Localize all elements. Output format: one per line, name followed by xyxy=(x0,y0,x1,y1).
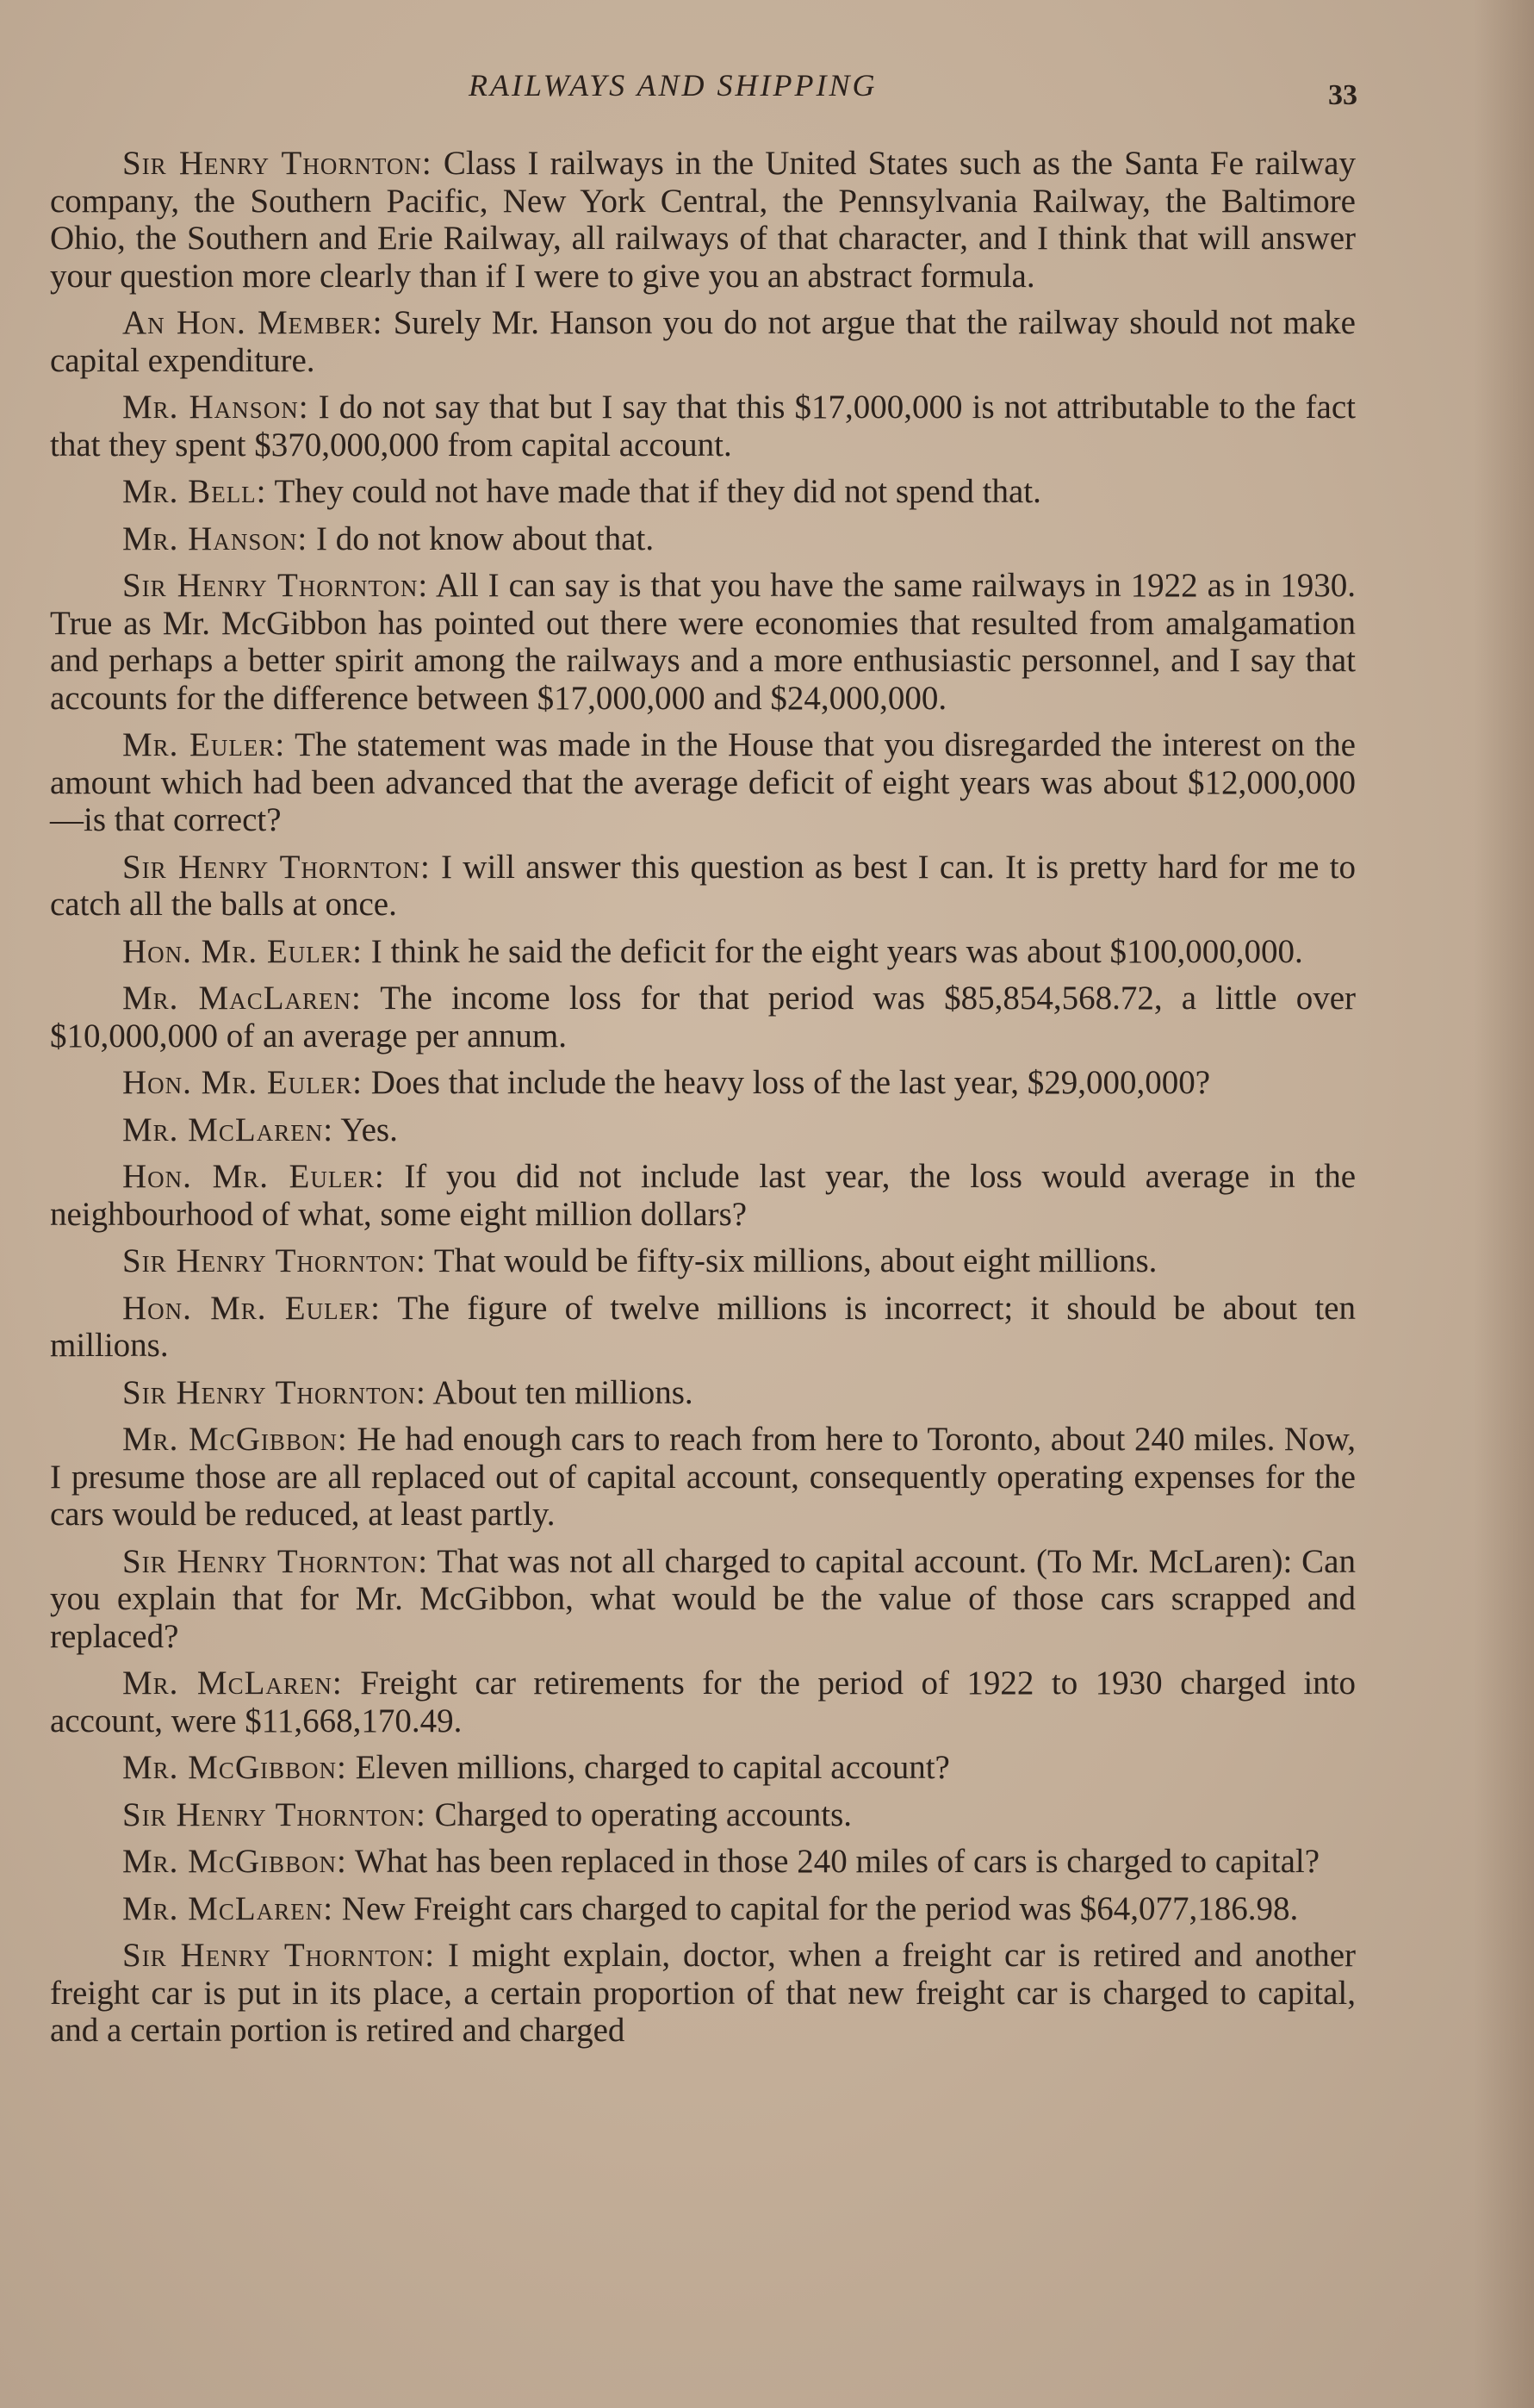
transcript-paragraph xyxy=(50,849,1356,924)
speaker-name: Hon. Mr. Euler: xyxy=(122,1064,363,1101)
transcript-paragraph xyxy=(50,304,1356,379)
speaker-name: Mr. Euler: xyxy=(122,726,286,763)
speech-text: Eleven millions, charged to capital account? xyxy=(346,1749,950,1786)
transcript-paragraph xyxy=(50,1374,1356,1412)
page-number: 33 xyxy=(1328,79,1357,111)
speech-text: That was not all charged to capital account. (To Mr. McLaren): Can you explain that for Mr. McGibbon, what would be the value of those cars scrapped and replaced? xyxy=(50,1542,1356,1655)
speech-text: If you did not include last year, the loss would average in the neighbourhood of what, some eight million dollars? xyxy=(50,1158,1357,1233)
speech-text: About ten millions. xyxy=(425,1373,693,1411)
speaker-name: Hon. Mr. Euler: xyxy=(122,1158,385,1195)
speech-text: They could not have made that if they did not spend that. xyxy=(266,473,1041,510)
speaker-name: Sir Henry Thornton: xyxy=(122,1795,426,1833)
speech-text: Does that include the heavy loss of the last year, $29,000,000? xyxy=(363,1064,1211,1101)
transcript-paragraph xyxy=(50,1290,1356,1365)
speaker-name: Mr. McLaren: xyxy=(122,1889,334,1927)
transcript-paragraph xyxy=(50,1543,1356,1656)
speaker-name: Sir Henry Thornton: xyxy=(122,1937,436,1974)
transcript-paragraph xyxy=(50,980,1356,1055)
speaker-name: Mr. McGibbon: xyxy=(122,1421,348,1458)
transcript-paragraph xyxy=(50,473,1356,511)
speaker-name: Mr. McGibbon: xyxy=(122,1749,347,1786)
speech-text: He had enough cars to reach from here to Toronto, about 240 miles. Now, I presume those are all replaced out of capital account, consequently operating expenses for the cars would be reduced, at least partly. xyxy=(50,1421,1356,1533)
speech-text: I might explain, doctor, when a freight car is retired and another freight car is put in its place, a certain proportion of that new freight car is charged to capital, and a certain portion is retired and charged xyxy=(50,1937,1356,2049)
speech-text: New Freight cars charged to capital for the period was $64,077,186.98. xyxy=(333,1889,1299,1927)
transcript-paragraph xyxy=(50,1843,1356,1881)
transcript-paragraph xyxy=(50,1111,1356,1149)
transcript-body xyxy=(50,145,1356,2059)
speaker-name: Mr. McGibbon: xyxy=(122,1843,347,1880)
transcript-paragraph xyxy=(50,1064,1356,1102)
speaker-name: Sir Henry Thornton: xyxy=(122,1373,426,1411)
transcript-paragraph xyxy=(50,1158,1356,1233)
speaker-name: Sir Henry Thornton: xyxy=(122,848,431,886)
speech-text: All I can say is that you have the same railways in 1922 as in 1930. True as Mr. McGibbon has pointed out there were economies that resulted from amalgamation and perhaps a better spirit among the railways and a more enthusiastic personnel, and I say that accounts for the difference between $17,000,000 and $24,000,000. xyxy=(50,567,1356,717)
speech-text: Charged to operating accounts. xyxy=(425,1795,853,1833)
speech-text: I do not say that but I say that this $17,000,000 is not attributable to the fact that they spent $370,000,000 from capital account. xyxy=(50,389,1356,464)
speech-text: That would be fifty-six millions, about eight millions. xyxy=(425,1242,1158,1279)
speech-text: I do not know about that. xyxy=(307,520,655,557)
speaker-name: Mr. Bell: xyxy=(122,473,267,510)
speech-text: The figure of twelve millions is incorrect; it should be about ten millions. xyxy=(50,1289,1356,1364)
speaker-name: An Hon. Member: xyxy=(122,304,383,341)
speaker-name: Mr. McLaren: xyxy=(122,1664,343,1702)
speech-text: The income loss for that period was $85,854,568.72, a little over $10,000,000 of an average per annum. xyxy=(50,980,1356,1055)
transcript-paragraph xyxy=(50,389,1356,464)
speech-text: The statement was made in the House that you disregarded the interest on the amount which had been advanced that the average deficit of eight years was about $12,000,000—is that correct? xyxy=(50,726,1356,838)
speaker-name: Mr. Hanson: xyxy=(122,520,308,557)
speaker-name: Hon. Mr. Euler: xyxy=(122,932,363,970)
speaker-name: Sir Henry Thornton: xyxy=(122,1542,429,1580)
transcript-paragraph xyxy=(50,567,1356,717)
speech-text: I think he said the deficit for the eight years was about $100,000,000. xyxy=(363,932,1303,970)
speaker-name: Mr. MacLaren: xyxy=(122,980,362,1017)
speaker-name: Sir Henry Thornton: xyxy=(122,1242,426,1279)
transcript-paragraph xyxy=(50,1937,1356,2050)
speech-text: Surely Mr. Hanson you do not argue that the railway should not make capital expenditure. xyxy=(50,304,1356,379)
speech-text: I will answer this question as best I can. It is pretty hard for me to catch all the balls at once. xyxy=(50,848,1356,923)
transcript-paragraph xyxy=(50,726,1356,839)
transcript-paragraph xyxy=(50,145,1356,295)
running-head: RAILWAYS AND SHIPPING xyxy=(469,68,878,103)
speech-text: Freight car retirements for the period of 1922 to 1930 charged into account, were $11,668,170.49. xyxy=(50,1664,1356,1739)
transcript-paragraph xyxy=(50,1796,1356,1834)
speech-text: What has been replaced in those 240 miles of cars is charged to capital? xyxy=(346,1843,1320,1880)
speaker-name: Sir Henry Thornton: xyxy=(122,145,432,182)
transcript-paragraph xyxy=(50,933,1356,971)
speech-text: Yes. xyxy=(333,1111,398,1148)
transcript-paragraph xyxy=(50,1749,1356,1787)
speaker-name: Sir Henry Thornton: xyxy=(122,567,429,604)
transcript-paragraph xyxy=(50,1242,1356,1280)
speaker-name: Hon. Mr. Euler: xyxy=(122,1289,381,1327)
page-header xyxy=(0,67,1534,119)
speaker-name: Mr. Hanson: xyxy=(122,389,309,426)
transcript-paragraph xyxy=(50,520,1356,558)
transcript-paragraph xyxy=(50,1421,1356,1534)
transcript-paragraph xyxy=(50,1890,1356,1928)
speaker-name: Mr. McLaren: xyxy=(122,1111,334,1148)
transcript-paragraph xyxy=(50,1664,1356,1739)
speech-text: Class I railways in the United States such as the Santa Fe railway company, the Southern Pacific, New York Central, the Pennsylvania Railway, the Baltimore Ohio, the Southern and Erie Railway, all railways of that character, and I think that will answer your question more clearly than if I were to give you an abstract formula. xyxy=(50,145,1356,295)
